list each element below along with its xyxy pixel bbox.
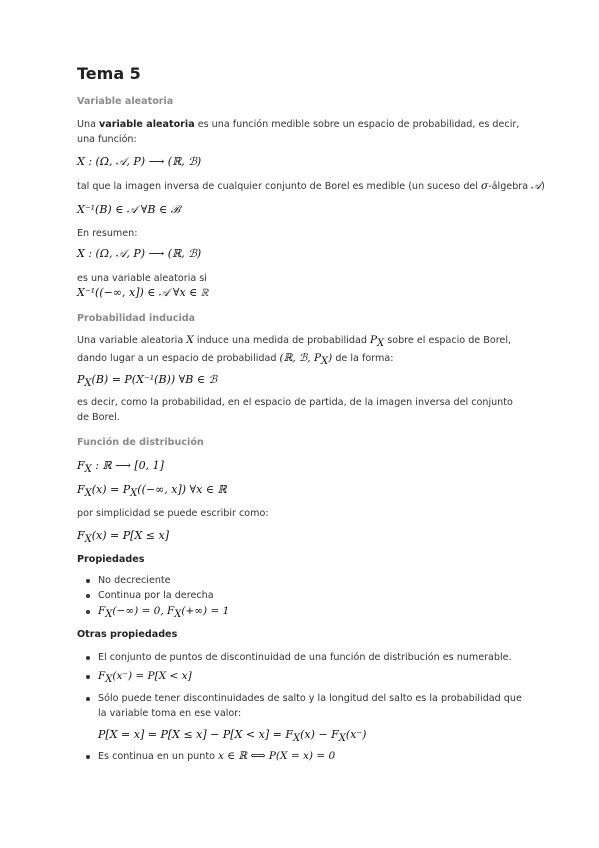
- list-item-text: No decreciente: [98, 575, 171, 586]
- list-item: [77, 691, 528, 746]
- list-item: [77, 650, 559, 665]
- list-item: [77, 669, 559, 687]
- definition-paragraph: [77, 117, 537, 147]
- section-heading-funcion-distribucion: Función de distribución: [77, 437, 204, 448]
- bullet-icon: [86, 697, 90, 701]
- text-fragment: ): [541, 181, 545, 192]
- math-symbol: : ℝ ⟶ [0, 1]: [91, 459, 164, 472]
- math-symbol: (+∞) = 1: [181, 605, 230, 617]
- list-item-text: Es continua en un punto: [98, 751, 219, 763]
- bullet-icon: [86, 610, 90, 614]
- math-symbol: ((−∞, x]) ∀x ∈ ℝ: [137, 483, 227, 496]
- math-subscript: X: [105, 609, 113, 621]
- inverse-image-paragraph: [77, 179, 559, 194]
- en-resumen-text: En resumen:: [77, 228, 138, 239]
- list-item: [77, 573, 559, 588]
- equation-induced-probability: [77, 372, 559, 391]
- equation-mapping: X : (Ω, 𝒜, P) ⟶ (ℝ, ℬ): [77, 155, 202, 168]
- bullet-icon: [86, 656, 90, 660]
- sigma-symbol: σ: [481, 180, 489, 192]
- list-item-text: El conjunto de puntos de discontinuidad de una función de distribución es numerable.: [98, 652, 512, 663]
- section-heading-variable-aleatoria: Variable aleatoria: [77, 96, 174, 107]
- text-fragment: sobre el espacio de Borel, dando lugar a un espacio de probabilidad: [77, 335, 512, 365]
- text-fragment: es una función medible sobre un espacio de probabilidad, es decir, una función:: [77, 119, 520, 145]
- equation-distribution-simple: [77, 528, 559, 547]
- text-fragment: induce una medida de probabilidad: [193, 335, 370, 346]
- other-properties-list: [77, 650, 559, 764]
- simplicity-text: por simplicidad se puede escribir como:: [77, 508, 269, 519]
- section-heading-probabilidad-inducida: Probabilidad inducida: [77, 313, 196, 324]
- list-item: [77, 604, 559, 622]
- math-subscript: X: [84, 534, 92, 546]
- induced-probability-paragraph: [77, 333, 532, 369]
- properties-list: [77, 573, 559, 622]
- condition-text: es una variable aleatoria si: [77, 273, 207, 284]
- explanation-paragraph: es decir, como la probabilidad, en el espacio de partida, de la imagen inversa del conjunto de Borel.: [77, 397, 513, 423]
- math-symbol: P[X = x] = P[X ≤ x] − P[X < x] = F: [98, 728, 293, 742]
- math-symbol: F: [77, 483, 85, 496]
- page-title: Tema 5: [77, 64, 141, 83]
- list-item-text: Continua por la derecha: [98, 590, 214, 601]
- math-symbol: (x) − F: [300, 728, 339, 742]
- math-symbol: (x) = P: [91, 483, 131, 496]
- math-symbol: (ℝ, ℬ, P: [279, 352, 322, 365]
- equation-mapping-summary: X : (Ω, 𝒜, P) ⟶ (ℝ, ℬ): [77, 247, 202, 260]
- math-subscript: X: [292, 733, 301, 745]
- bullet-icon: [86, 675, 90, 679]
- math-symbol: (x⁻): [345, 728, 367, 742]
- math-subscript: X: [338, 733, 346, 745]
- equation-inverse-image: X⁻¹(B) ∈ 𝒜 ∀B ∈ ℬ: [77, 203, 180, 216]
- bullet-icon: [86, 755, 90, 759]
- math-symbol: (x) = P[X ≤ x]: [91, 529, 169, 542]
- text-fragment: de la forma:: [332, 353, 394, 365]
- math-symbol: ): [328, 352, 333, 365]
- math-subscript: X: [84, 488, 92, 500]
- list-item: [77, 588, 559, 603]
- equation-jump: [98, 727, 528, 746]
- math-subscript: X: [84, 378, 92, 390]
- math-symbol: F: [98, 670, 106, 682]
- list-item-text: Sólo puede tener discontinuidades de salto y la longitud del salto es la probabilidad que la variable toma en ese valor:: [98, 693, 522, 720]
- math-symbol: 𝒜: [531, 180, 542, 192]
- text-fragment: Una variable aleatoria: [77, 335, 187, 346]
- math-symbol: (x⁻) = P[X < x]: [112, 670, 192, 682]
- math-symbol: F: [98, 605, 106, 617]
- properties-heading: Propiedades: [77, 554, 145, 565]
- text-fragment: tal que la imagen inversa de cualquier conjunto de Borel es medible (un suceso del: [77, 181, 482, 192]
- text-fragment: Una: [77, 119, 100, 130]
- math-symbol: (−∞) = 0, F: [112, 605, 175, 617]
- math-subscript: X: [130, 488, 138, 500]
- math-subscript: X: [84, 464, 92, 476]
- list-item: [77, 749, 559, 764]
- math-subscript: X: [321, 356, 329, 368]
- math-subscript: X: [105, 674, 113, 686]
- equation-distribution-definition: [77, 482, 559, 501]
- other-properties-heading: Otras propiedades: [77, 629, 178, 640]
- bold-term: variable aleatoria: [99, 119, 195, 130]
- math-symbol: F: [77, 529, 85, 542]
- math-symbol: X: [186, 334, 194, 346]
- equation-distribution-domain: [77, 458, 559, 477]
- bullet-icon: [86, 579, 90, 583]
- math-symbol: F: [77, 459, 85, 472]
- math-subscript: X: [377, 338, 385, 350]
- equation-condition: X⁻¹((−∞, x]) ∈ 𝒜 ∀x ∈ ℝ: [77, 286, 209, 299]
- math-symbol: x ∈ ℝ ⟺ P(X = x) = 0: [218, 750, 336, 763]
- bullet-icon: [86, 594, 90, 598]
- text-fragment: -álgebra: [488, 181, 532, 192]
- math-symbol: P: [77, 373, 85, 386]
- math-symbol: (B) = P(X⁻¹(B)) ∀B ∈ ℬ: [91, 373, 218, 386]
- math-subscript: X: [174, 609, 182, 621]
- math-symbol: P: [369, 334, 378, 346]
